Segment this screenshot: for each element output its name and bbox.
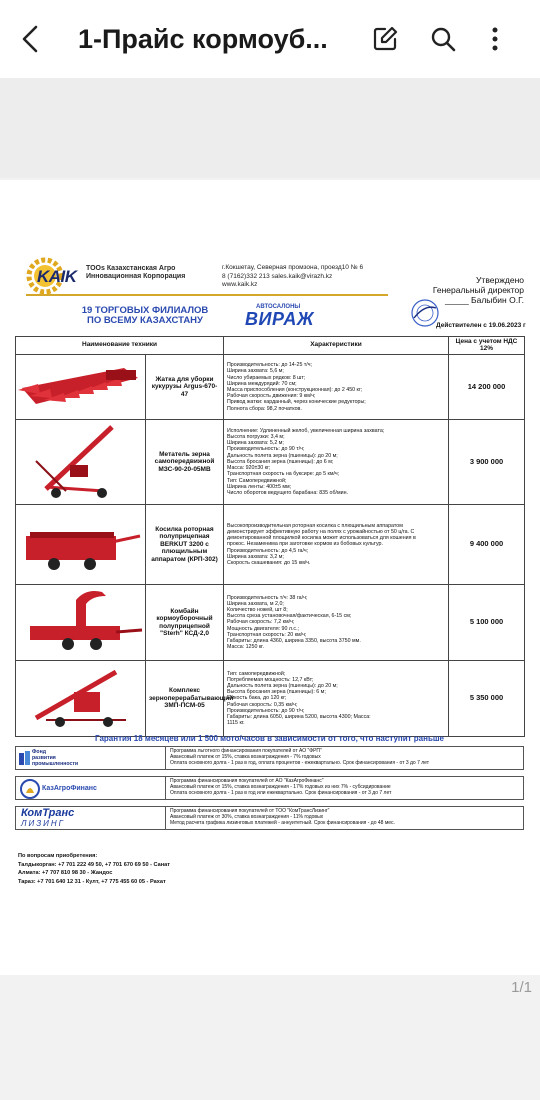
- table-header-row: [16, 337, 525, 355]
- financing-kazagro: [15, 776, 524, 800]
- machine-image: [16, 420, 146, 505]
- search-button[interactable]: [424, 20, 462, 58]
- financing-text: Программа льготного финансирования покупателей от АО "ФРП" Авансовый платеж от 15%, ставка вознаграждения - 7% годовых Оплата основного долга - 1 раз в год, оплата процентов - ежеквартально. Срок финансирования - от 3 до 7 лет: [170, 748, 430, 766]
- more-vert-icon: [490, 25, 500, 53]
- edit-button[interactable]: [366, 20, 404, 58]
- grain-thrower-image: [16, 421, 144, 501]
- valid-date: Действителен с 19.06.2023 г: [436, 322, 526, 329]
- back-button[interactable]: [0, 0, 60, 78]
- header-machine-name: Наименование техники: [16, 337, 224, 355]
- machine-image: [16, 355, 146, 420]
- contacts-block: По вопросам приобретения: Талдыкорган: +7 701 222 49 50, +7 701 670 69 50 - Санат Алмата: +7 707 810 98 30 - Жандос Тараз: +7 701 640 12 31 - Култ, +7 775 455 60 05 - Рахат: [18, 853, 171, 885]
- machine-price: 3 900 000: [449, 420, 525, 505]
- machine-characteristics: Производительность: до 14-25 т/ч; Ширина захвата: 5,6 м; Число убираемых рядков: 8 шт; Ширина междурядий: 70 см; Масса приспособления (конструкционная): до 2 450 кг; Рабочая скорость движения: 9 км/ч; Привод жатки: карданный, через конические редукторы; Полнота сбора: 98,2 початков.: [224, 355, 449, 420]
- price-table: [15, 336, 525, 737]
- table-row: [16, 661, 525, 737]
- machine-name: Жатка для уборки кукурузы Argus-670-47: [146, 355, 224, 420]
- financing-komtrans: [15, 806, 524, 830]
- search-icon: [429, 25, 457, 53]
- machine-price: 14 200 000: [449, 355, 525, 420]
- table-row: [16, 420, 525, 505]
- app-bar: [0, 0, 540, 78]
- frp-logo-icon: [19, 751, 31, 765]
- financing-text: Программа финансирования покупателей от ТОО "КомТрансЛизинг" Авансовый платеж от 30%, ставка вознаграждения - 11% годовых Метод расчета графика лизинговых платежей - аннуитетный. Срок финансирования - до 48 мес.: [170, 808, 395, 826]
- machine-image: [16, 661, 146, 737]
- corn-header-image: [16, 356, 144, 416]
- machine-price: 5 100 000: [449, 585, 525, 661]
- header-price: Цена с учетом НДС 12%: [449, 337, 525, 355]
- financing-frp: [15, 746, 524, 770]
- komtrans-logo: КомТранс ЛИЗИНГ: [16, 807, 166, 829]
- financing-text: Программа финансирования покупателей от АО "КазАгроФинанс" Авансовый платеж от 15%, ставка вознаграждения - 17% годовых из них 7% - субсидирование Оплата основного долга - 1 раз в год или ежеквартально. Срок финансирования - от 3 до 7 лет: [170, 778, 392, 796]
- table-row: [16, 585, 525, 661]
- warranty-note: Гарантия 18 месяцев или 1 500 мото/часов в зависимости от того, что наступит раньше: [95, 734, 444, 743]
- page-margin: [0, 78, 540, 178]
- document-page[interactable]: [0, 180, 540, 975]
- machine-name: Метатель зерна самопередвижной МЗС-90-20-05МВ: [146, 420, 224, 505]
- header-divider: [26, 294, 388, 296]
- machine-characteristics: Тип: самопередвижной; Потребляемая мощность: 12,7 кВт; Дальность полета зерна (пшеницы): до 20 м; Высота бросания зерна (пшеницы): 6 м; Емкость бака, до 120 кг; Рабочая скорость: 0,35 км/ч; Производительность: до 90 т/ч; Габариты: длина 6050, ширина 5200, высота 4300; Масса: 1115 кг.: [224, 661, 449, 737]
- mower-image: [16, 506, 144, 580]
- document-title: 1-Прайс кормоуб...: [78, 23, 328, 54]
- machine-price: 9 400 000: [449, 505, 525, 585]
- company-name: ТООs Казахстанская Агро Инновационная Корпорация: [86, 265, 186, 280]
- page-indicator: 1/1: [511, 979, 532, 996]
- header-characteristics: Характеристики: [224, 337, 449, 355]
- company-address: г.Кокшетау, Северная промзона, проезд10 № 6 8 (7162)332 213 sales.kaik@virazh.kz www.kaik.kz: [222, 264, 364, 288]
- machine-name: Комбайн кормоуборочный полуприцепной "Sterh" КСД-2,0: [146, 585, 224, 661]
- machine-characteristics: Производительность т/ч: 38 га/ч; Ширина захвата, м 2,0; Количество ножей, шт 8; Высота среза установочная/фактическая, 6-15 см; Рабочая скорость: 7,2 км/ч; Мощность двигателя: 90 л.с.; Транспортная скорость: 20 км/ч; Габариты: длина 4360, ширина 3350, высота 3750 мм. Масса: 1250 кг.: [224, 585, 449, 661]
- more-options-button[interactable]: [476, 20, 514, 58]
- virazh-logo: ВИРАЖ: [245, 309, 315, 329]
- machine-characteristics: Исполнение: Удлиненный желоб, увеличенная ширина захвата; Высота погрузки: 3,4 м; Ширина захвата: 5,2 м; Производительность: до 90 т/ч; Дальность полета зерна (пшеницы): до 20 м; Высота бросания зерна (пшеницы): до 6 м; Масса: 920±30 кг; Транспортная скорость на буксире: до 5 км/ч; Тип: Самопередвижной; Ширина ленты: 400±5 мм; Число оборотов ведущего барабана: 835 об/мин.: [224, 420, 449, 505]
- edit-icon: [371, 25, 399, 53]
- virazh-caption: АВТОСАЛОНЫ: [256, 304, 301, 310]
- approval-block: Утверждено Генеральный директор _____ Балыбин О.Г.: [432, 275, 524, 305]
- machine-image: [16, 585, 146, 661]
- table-row: [16, 505, 525, 585]
- kazagro-logo: КазАгроФинанс: [16, 777, 166, 799]
- filials-banner: 19 ТОРГОВЫХ ФИЛИАЛОВ ПО ВСЕМУ КАЗАХСТАНУ: [81, 305, 209, 326]
- table-row: [16, 355, 525, 420]
- grain-complex-image: [16, 662, 144, 732]
- machine-image: [16, 505, 146, 585]
- kaik-logo-text: KAIK: [37, 267, 77, 286]
- frp-logo: Фонд развития промышленности: [16, 747, 166, 769]
- forage-harvester-image: [16, 586, 144, 656]
- machine-name: Косилка роторная полуприцепная BERKUT 3200 с плющильным аппаратом (КРП-302): [146, 505, 224, 585]
- machine-price: 5 350 000: [449, 661, 525, 737]
- machine-name: Комплекс зерноперерабатывающий ЗМП-ПСМ-05: [146, 661, 224, 737]
- back-arrow-icon: [19, 24, 41, 54]
- kazagro-logo-icon: [20, 779, 40, 799]
- machine-characteristics: Высокопроизводительная роторная косилка с плющильным аппаратом демонстрирует эффективную работу на полях с урожайностью от 50 ц/га. С демонтированной площилкой косилка может использоваться для кошения в прокос. Незаменима при заготовке кормов из бобовых культур. Производительность: до 4,5 га/ч; Ширина захвата: 3,2 м; Скорость скашевания: до 15 км/ч.: [224, 505, 449, 585]
